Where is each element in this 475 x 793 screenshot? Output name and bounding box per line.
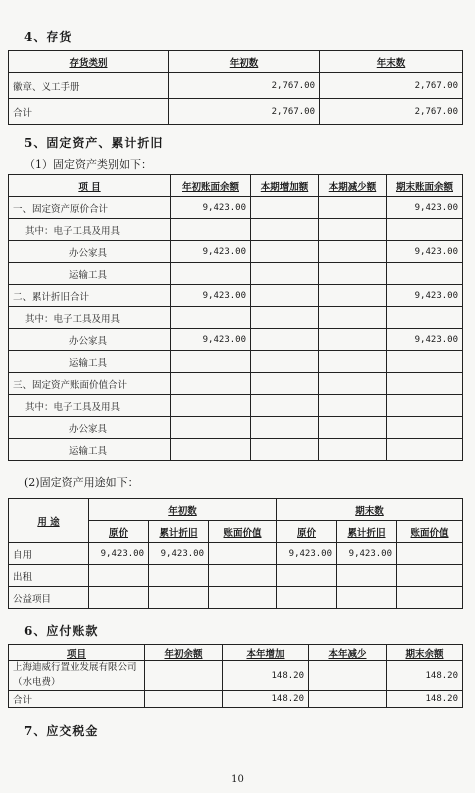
table-row xyxy=(9,263,463,285)
col-header: 项目 xyxy=(9,645,145,661)
cell xyxy=(209,543,277,565)
cell xyxy=(149,587,209,609)
cell xyxy=(171,395,251,417)
cell: 其中：电子工具及用具 xyxy=(9,395,171,417)
cell xyxy=(319,263,387,285)
cell: 自用 xyxy=(9,543,89,565)
section-5-title: 5、固定资产、累计折旧 xyxy=(24,136,164,150)
col-header: 年初数 xyxy=(169,51,320,73)
cell xyxy=(387,417,463,439)
cell xyxy=(319,329,387,351)
cell xyxy=(145,691,223,708)
cell xyxy=(387,263,463,285)
cell: 办公家具 xyxy=(9,241,171,263)
table-row xyxy=(9,219,463,241)
cell xyxy=(309,691,387,708)
table-row xyxy=(9,691,463,708)
cell xyxy=(387,307,463,329)
cell xyxy=(89,587,149,609)
cell: 148.20 xyxy=(223,691,309,708)
cell xyxy=(397,543,463,565)
col-group-header: 年初数 xyxy=(89,499,277,521)
cell: 其中：电子工具及用具 xyxy=(9,219,171,241)
cell xyxy=(171,351,251,373)
fixed-asset-category-table xyxy=(8,174,463,461)
table-row xyxy=(9,307,463,329)
cell: 三、固定资产账面价值合计 xyxy=(9,373,171,395)
cell: 徽章、义工手册 xyxy=(9,73,169,99)
cell: 合计 xyxy=(9,691,145,708)
page-number: 10 xyxy=(231,774,244,785)
fixed-asset-usage-table xyxy=(8,498,463,609)
col-header: 用 途 xyxy=(9,499,89,543)
cell xyxy=(319,351,387,373)
cell xyxy=(89,565,149,587)
cell: 9,423.00 xyxy=(277,543,337,565)
cell xyxy=(251,197,319,219)
table-header-row xyxy=(9,499,463,521)
cell xyxy=(171,439,251,461)
cell: 合计 xyxy=(9,99,169,125)
cell xyxy=(319,285,387,307)
col-header: 原价 xyxy=(89,521,149,543)
cell: 9,423.00 xyxy=(149,543,209,565)
cell xyxy=(171,373,251,395)
cell xyxy=(149,565,209,587)
col-header: 年初余额 xyxy=(145,645,223,661)
table-row xyxy=(9,543,463,565)
col-header: 累计折旧 xyxy=(149,521,209,543)
cell xyxy=(171,417,251,439)
col-header: 期末余额 xyxy=(387,645,463,661)
cell: 9,423.00 xyxy=(387,285,463,307)
cell xyxy=(171,263,251,285)
col-header: 累计折旧 xyxy=(337,521,397,543)
cell: 9,423.00 xyxy=(387,197,463,219)
cell xyxy=(319,417,387,439)
table-header-row xyxy=(9,645,463,661)
cell: 2,767.00 xyxy=(169,99,320,125)
cell xyxy=(251,395,319,417)
cell xyxy=(319,219,387,241)
cell xyxy=(251,417,319,439)
cell xyxy=(397,587,463,609)
table-row xyxy=(9,661,463,691)
section-7-title: 7、应交税金 xyxy=(24,724,99,738)
cell xyxy=(319,307,387,329)
col-header: 本期增加额 xyxy=(251,175,319,197)
cell: 148.20 xyxy=(223,661,309,691)
table-row xyxy=(9,197,463,219)
table-row xyxy=(9,329,463,351)
col-header: 年初账面余额 xyxy=(171,175,251,197)
cell xyxy=(209,565,277,587)
cell xyxy=(387,373,463,395)
cell xyxy=(145,661,223,691)
cell xyxy=(251,263,319,285)
cell xyxy=(251,439,319,461)
cell: 2,767.00 xyxy=(320,73,463,99)
table-row xyxy=(9,99,463,125)
cell xyxy=(387,395,463,417)
col-header: 账面价值 xyxy=(209,521,277,543)
section-6-title: 6、应付账款 xyxy=(24,624,99,638)
cell xyxy=(319,373,387,395)
section-4-title: 4、存货 xyxy=(24,30,73,44)
cell xyxy=(209,587,277,609)
table-row xyxy=(9,439,463,461)
cell xyxy=(251,285,319,307)
cell: 9,423.00 xyxy=(387,241,463,263)
table-row xyxy=(9,285,463,307)
section-5-sub2: (2)固定资产用途如下： xyxy=(24,476,139,489)
cell: 上海迪威行置业发展有限公司（水电费） xyxy=(9,661,145,691)
cell: 9,423.00 xyxy=(171,241,251,263)
cell: 2,767.00 xyxy=(169,73,320,99)
cell xyxy=(319,395,387,417)
cell: 9,423.00 xyxy=(171,197,251,219)
inventory-table xyxy=(8,50,463,125)
cell: 9,423.00 xyxy=(89,543,149,565)
cell: 148.20 xyxy=(387,691,463,708)
cell xyxy=(251,219,319,241)
table-header-row xyxy=(9,175,463,197)
cell: 148.20 xyxy=(387,661,463,691)
cell xyxy=(251,329,319,351)
cell: 办公家具 xyxy=(9,417,171,439)
cell: 公益项目 xyxy=(9,587,89,609)
cell xyxy=(337,565,397,587)
col-header: 项 目 xyxy=(9,175,171,197)
table-row xyxy=(9,395,463,417)
cell xyxy=(397,565,463,587)
cell xyxy=(251,351,319,373)
cell xyxy=(171,219,251,241)
cell: 运输工具 xyxy=(9,263,171,285)
table-row xyxy=(9,373,463,395)
cell: 办公家具 xyxy=(9,329,171,351)
cell xyxy=(319,241,387,263)
col-header: 年末数 xyxy=(320,51,463,73)
cell: 9,423.00 xyxy=(171,285,251,307)
cell xyxy=(387,219,463,241)
col-header: 原价 xyxy=(277,521,337,543)
section-5-sub1: （1）固定资产类别如下： xyxy=(24,158,152,171)
table-row xyxy=(9,565,463,587)
cell: 运输工具 xyxy=(9,351,171,373)
col-header: 账面价值 xyxy=(397,521,463,543)
payables-table xyxy=(8,644,463,708)
cell xyxy=(277,587,337,609)
table-row xyxy=(9,417,463,439)
table-row xyxy=(9,73,463,99)
col-header: 本年减少 xyxy=(309,645,387,661)
cell xyxy=(319,197,387,219)
col-header: 存货类别 xyxy=(9,51,169,73)
cell: 2,767.00 xyxy=(320,99,463,125)
cell: 二、累计折旧合计 xyxy=(9,285,171,307)
table-header-row xyxy=(9,51,463,73)
table-row xyxy=(9,241,463,263)
cell xyxy=(277,565,337,587)
col-header: 本期减少额 xyxy=(319,175,387,197)
table-row xyxy=(9,351,463,373)
col-group-header: 期末数 xyxy=(277,499,463,521)
cell xyxy=(251,307,319,329)
cell xyxy=(387,351,463,373)
cell xyxy=(319,439,387,461)
cell xyxy=(251,373,319,395)
cell: 9,423.00 xyxy=(387,329,463,351)
cell xyxy=(309,661,387,691)
cell: 9,423.00 xyxy=(171,329,251,351)
cell xyxy=(251,241,319,263)
cell xyxy=(387,439,463,461)
cell: 9,423.00 xyxy=(337,543,397,565)
col-header: 本年增加 xyxy=(223,645,309,661)
cell: 出租 xyxy=(9,565,89,587)
cell xyxy=(337,587,397,609)
cell: 运输工具 xyxy=(9,439,171,461)
cell: 一、固定资产原价合计 xyxy=(9,197,171,219)
cell xyxy=(171,307,251,329)
cell: 其中：电子工具及用具 xyxy=(9,307,171,329)
col-header: 期末账面余额 xyxy=(387,175,463,197)
table-row xyxy=(9,587,463,609)
